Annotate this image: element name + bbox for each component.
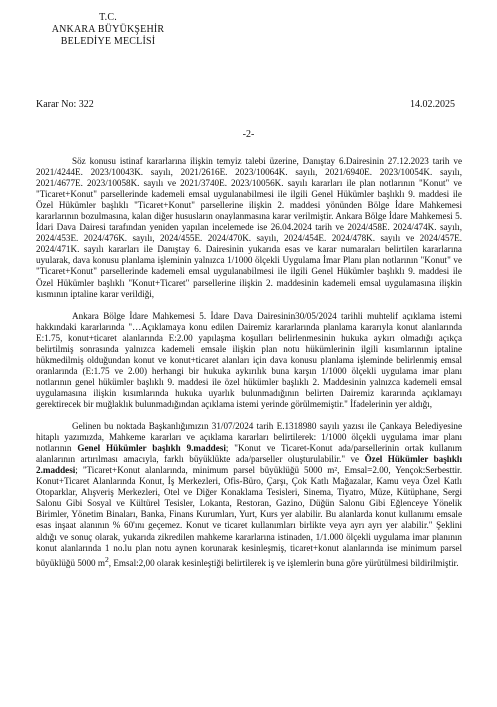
- document-body: [36, 156, 462, 580]
- paragraph-3-text-e: , Emsal:2,00 olarak kesinleştiği belirtilerek iş ve işlemlerin buna göre yürütülmesi bildirilmiştir.: [108, 557, 459, 568]
- paragraph-3-text-c: ; "Konut ve Ticaret-Konut ada/parsellerinin ortak kullanım alanlarının artırılması amacıyla, farklı büyüklükte ada/parseller oluşturulabilir." ve: [36, 443, 462, 465]
- header-council: BELEDİYE MECLİSİ: [60, 36, 156, 47]
- paragraph-3-text-a: Gelinen bu noktada Başkanlığımızın 31/07/2024 tarih E.1318980 sayılı yazısı ile Çankaya Belediyesine hitaplı yazımızda, Mahkeme kararları ve açıklama kararları belirtilerek: 1/1000 ölçekli uygulama imar planı notlarının: [36, 421, 462, 454]
- page-number: -2-: [242, 129, 255, 140]
- general-provisions-article-9: Genel Hükümler başlıklı 9.maddesi: [77, 443, 226, 454]
- decision-number: Karar No: 322: [36, 99, 94, 110]
- decision-date: 14.02.2025: [410, 99, 455, 110]
- paragraph-3-text-d: ; "Ticaret+Konut alanlarında, minimum parsel büyüklüğü 5000 m², Emsal=2.00, Yençok:Serbesttir. Konut+Ticaret Alanlarında Konut, İş Merkezleri, Ofis-Büro, Çarşı, Çok Katlı Mağazalar, Kamu veya Özel Katlı Otoparklar, Alışveriş Merkezleri, Otel ve Diğer Konaklama Tesisleri, Sinema, Tiyatro, Müze, Kütüphane, Sergi Salonu Gibi Sosyal ve Kültürel Tesisler, Lokanta, Restoran, Gazino, Düğün Salonu Gibi Eğlenceye Yönelik Birimler, Yönetim Binaları, Banka, Finans Kurumları, Yurt, Kurs yer alabilir. Bu alanlarda konut kullanımı emsale esas inşaat alanının % 60'ını geçemez. Konut ve ticaret kullanımları birlikte veya ayrı ayrı yer alabilir." Şeklini aldığı ve sonuç olarak, yukarıda zikredilen mahkeme kararlarına istinaden, 1/1.000 ölçekli uygulama imar planının konut alanlarında 1 no.lu plan notu aynen korunarak kesinleşmiş, ticaret+konut alanlarında ise minimum parsel büyüklüğü 5000 m: [36, 465, 462, 568]
- square-meter-superscript: 2: [104, 554, 109, 564]
- paragraph-2: Ankara Bölge İdare Mahkemesi 5. İdare Dava Dairesinin30/05/2024 tarihli muhtelif açıklama istemi hakkındaki kararlarında "…Açıklamaya konu edilen Dairemiz kararlarında planlama kararıyla konut alanlarında E:1.75, konut+ticaret alanlarında E:2.00 yapılaşma koşulları belirlenmesinin hukuka aykırı olmadığı açıkça belirtilmiş sonrasında yalnızca kademeli emsale ilişkin plan notu hükümlerinin ilgili kısımlarının iptaline hükmedilmiş olduğundan konut ve konut+ticaret alanları için dava konusu planlama işleminde belirlenmiş emsal oranlarında (E:1.75 ve 2.00) herhangi bir hukuka aykırılık buna karşın 1/1000 ölçekli uygulama imar planı notlarının genel hükümler başlıklı 9. maddesi ile özel hükümler başlıklı 2. Maddesinin yalnızca kademeli emsal uygulamasına ilişkin kısımlarında hukuka uyarlık bulunmadığının belirten Dairemiz kararında açıklamayı gerektirecek bir muğlaklık bulunmadığından açıklama istemi yerinde görülmemiştir." İfadelerinin yer aldığı,: [36, 310, 462, 409]
- document-header: [38, 12, 178, 48]
- paragraph-1: Söz konusu istinaf kararlarına ilişkin temyiz talebi üzerine, Danıştay 6.Dairesinin 27.12.2023 tarih ve 2021/4244E. 2023/10043K. sayılı, 2021/2616E. 2023/10064K. sayılı, 2021/6940E. 2023/10054K. sayılı, 2021/4677E. 2023/10058K. sayılı ve 2021/3740E. 2023/10056K. sayılı kararları ile plan notlarının "Konut" ve "Ticaret+Konut" parsellerinde kademeli emsal uygulanabilmesi ile ilgili Genel Hükümler başlıklı 9. maddesi ile Özel Hükümler başlıklı "Ticaret+Konut" parsellerine ilişkin 2. maddesi yönünden Bölge İdare Mahkemesi kararlarının bozulmasına, kalan diğer hususların onaylanmasına karar verilmiştir. Ankara Bölge İdare Mahkemesi 5. İdari Dava Dairesi tarafından yeniden yapılan incelemede ise 26.04.2024 tarih ve 2024/458E. 2024/474K. sayılı, 2024/453E. 2024/476K. sayılı, 2024/455E. 2024/470K. sayılı, 2024/454E. 2024/478K. sayılı ve 2024/457E. 2024/471K. sayılı kararları ile Danıştay 6. Dairesinin yukarıda esas ve karar numaraları belirtilen kararlarına uyularak, dava konusu planlama işleminin yalnızca 1/1000 ölçekli Uygulama İmar Planı plan notlarının "Konut" ve "Ticaret+Konut" parsellerinde kademeli emsal uygulanabilmesi ile ilgili Genel Hükümler başlıklı 9. maddesi ile Özel Hükümler başlıklı "Konut+Ticaret" parsellerine ilişkin 2. maddesinin kademeli emsal uygulamasına ilişkin kısmının iptaline karar verildiği,: [36, 156, 462, 299]
- paragraph-3: [36, 421, 462, 569]
- header-tc: T.C.: [99, 12, 117, 23]
- header-municipality: ANKARA BÜYÜKŞEHİR: [51, 24, 165, 35]
- special-provisions-article-2: Özel Hükümler başlıklı 2.maddesi: [36, 454, 462, 476]
